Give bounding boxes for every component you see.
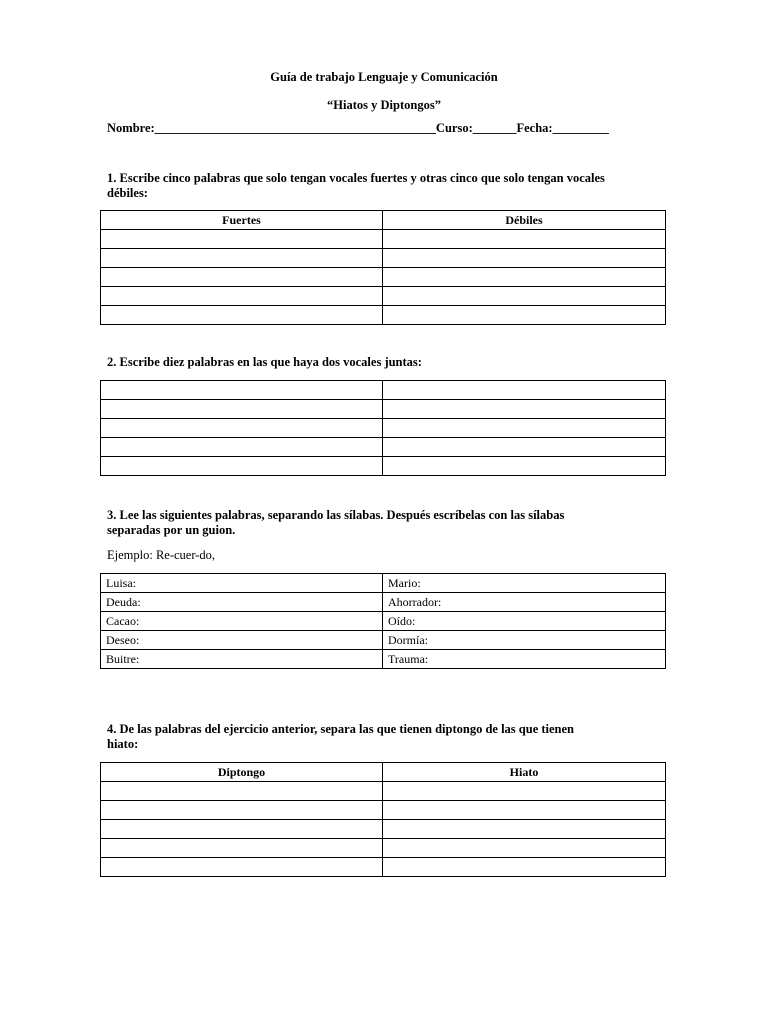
- answer-cell[interactable]: [383, 249, 666, 268]
- question-4-prompt-line1: 4. De las palabras del ejercicio anterior, separa las que tienen diptongo de las que tienen: [107, 722, 575, 736]
- word-cell-luisa[interactable]: Luisa:: [101, 574, 383, 593]
- answer-cell[interactable]: [101, 801, 383, 820]
- student-info-line: Nombre:_____________________________________________Curso:_______Fecha:_________: [107, 121, 609, 135]
- question-1-prompt: [107, 171, 667, 201]
- answer-cell[interactable]: [383, 801, 666, 820]
- answer-cell[interactable]: [383, 268, 666, 287]
- answer-cell[interactable]: [383, 839, 666, 858]
- page-title: Guía de trabajo Lenguaje y Comunicación: [270, 70, 498, 84]
- answer-cell[interactable]: [101, 287, 383, 306]
- column-header-hiato: Hiato: [383, 763, 666, 782]
- question-1-prompt-line1: 1. Escribe cinco palabras que solo tengan vocales fuertes y otras cinco que solo tengan vocales: [107, 171, 605, 185]
- question-4-prompt-line2: hiato:: [107, 737, 139, 751]
- question-4-table: [100, 762, 666, 877]
- column-header-diptongo: Diptongo: [101, 763, 383, 782]
- answer-cell[interactable]: [383, 782, 666, 801]
- question-2-prompt: 2. Escribe diez palabras en las que haya dos vocales juntas:: [107, 355, 422, 369]
- answer-cell[interactable]: [101, 438, 383, 457]
- answer-cell[interactable]: [383, 457, 666, 476]
- question-2-table: [100, 380, 666, 476]
- answer-cell[interactable]: [101, 400, 383, 419]
- answer-cell[interactable]: [101, 268, 383, 287]
- answer-cell[interactable]: [101, 249, 383, 268]
- answer-cell[interactable]: [101, 839, 383, 858]
- word-cell-buitre[interactable]: Buitre:: [101, 650, 383, 669]
- word-cell-mario[interactable]: Mario:: [383, 574, 666, 593]
- answer-cell[interactable]: [383, 230, 666, 249]
- question-1-prompt-line2: débiles:: [107, 186, 148, 200]
- answer-cell[interactable]: [101, 419, 383, 438]
- example-text: Ejemplo: Re-cuer-do,: [107, 548, 216, 562]
- answer-cell[interactable]: [101, 230, 383, 249]
- answer-cell[interactable]: [101, 457, 383, 476]
- question-1-table: [100, 210, 666, 325]
- word-cell-oido[interactable]: Oído:: [383, 612, 666, 631]
- word-cell-deseo[interactable]: Deseo:: [101, 631, 383, 650]
- word-cell-trauma[interactable]: Trauma:: [383, 650, 666, 669]
- answer-cell[interactable]: [101, 381, 383, 400]
- answer-cell[interactable]: [101, 782, 383, 801]
- question-3-prompt: [107, 508, 667, 538]
- column-header-debiles: Débiles: [383, 211, 666, 230]
- answer-cell[interactable]: [101, 306, 383, 325]
- word-cell-ahorrador[interactable]: Ahorrador:: [383, 593, 666, 612]
- answer-cell[interactable]: [383, 306, 666, 325]
- word-cell-dormia[interactable]: Dormía:: [383, 631, 666, 650]
- answer-cell[interactable]: [383, 381, 666, 400]
- answer-cell[interactable]: [383, 438, 666, 457]
- answer-cell[interactable]: [383, 419, 666, 438]
- answer-cell[interactable]: [101, 858, 383, 877]
- question-4-prompt: [107, 722, 667, 752]
- answer-cell[interactable]: [101, 820, 383, 839]
- question-3-table: [100, 573, 666, 669]
- question-3-prompt-line1: 3. Lee las siguientes palabras, separando las sílabas. Después escríbelas con las sílabas: [107, 508, 565, 522]
- column-header-fuertes: Fuertes: [101, 211, 383, 230]
- answer-cell[interactable]: [383, 858, 666, 877]
- question-3-prompt-line2: separadas por un guion.: [107, 523, 236, 537]
- answer-cell[interactable]: [383, 400, 666, 419]
- answer-cell[interactable]: [383, 820, 666, 839]
- page-subtitle: “Hiatos y Diptongos”: [327, 98, 441, 112]
- word-cell-cacao[interactable]: Cacao:: [101, 612, 383, 631]
- answer-cell[interactable]: [383, 287, 666, 306]
- word-cell-deuda[interactable]: Deuda:: [101, 593, 383, 612]
